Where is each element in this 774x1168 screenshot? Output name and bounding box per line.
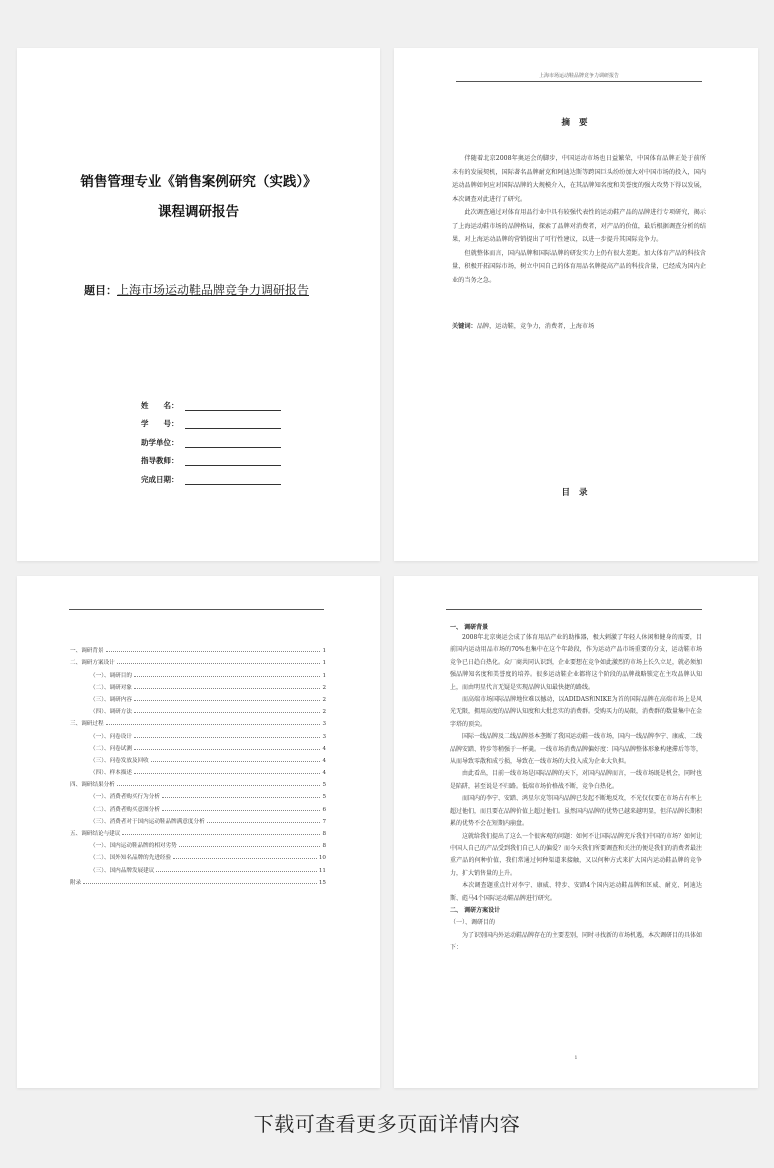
toc-leader-dots (134, 676, 320, 677)
toc-leader-dots (117, 663, 321, 664)
toc-entry (70, 800, 326, 812)
toc-leader-dots (162, 810, 321, 811)
toc-entry-label: 二、调研方案设计 (70, 660, 115, 667)
body-paragraph: 国际一线品牌及二线品牌基本垄断了我国运动鞋一线市场，国内一线品牌李宁、康威、二线品牌安踏、特步等稍强于一杯羹。一线市场消费品牌偏好度：国内品牌整体形象构建滞后等等，从而导致零散和成亏损，导致在一线市场的大投入成为企业大负担。 (450, 733, 703, 766)
toc-entry-label: （二）、调研对象 (90, 684, 132, 691)
toc-entry-label: （一）、问卷设计 (90, 733, 132, 740)
toc-entry (70, 825, 326, 837)
toc-entry-label: 五、调研结论与建议 (70, 831, 121, 837)
toc-entry (70, 874, 326, 886)
toc-entry-page: 4 (322, 770, 326, 777)
cover-field-student-id: 学 号： (141, 411, 281, 430)
toc-leader-dots (134, 749, 320, 750)
download-more-note: 下载可查看更多页面详情内容 (253, 1112, 521, 1136)
toc-entry-page: 2 (322, 696, 326, 703)
cover-title-line2: 课程调研报告 (158, 204, 239, 220)
toc-entry-label: （三）、问卷发放及回收 (90, 757, 149, 764)
toc-entry-label: （三）、国内品牌发展建议 (90, 867, 155, 874)
cover-title-line1: 销售管理专业《销售案例研究（实践）》 (80, 174, 317, 190)
toc-entry-label: 四、调研结果分析 (70, 782, 115, 789)
toc-leader-dots (151, 761, 321, 762)
abstract-title: 摘 要 (561, 118, 591, 128)
cover-field-institution: 助学单位： (141, 429, 281, 448)
toc-entry-page: 11 (318, 867, 326, 874)
abstract-paragraph: 此次调查通过对体育用品行业中具有较强代表性的运动鞋产品的品牌进行专项研究，揭示了上海运动鞋市场的品牌格局，探索了品牌对消费者，对产品的价值，最后根据调查分析的结果，对上海运动品牌的营销提出了可行性建议，以进一步提升其国际竞争力。 (452, 209, 706, 243)
toc-entry-page: 1 (322, 648, 326, 655)
toc-entry-page: 1 (322, 672, 326, 679)
toc-leader-dots (83, 883, 317, 884)
toc-leader-dots (134, 737, 320, 738)
toc-entry (70, 679, 326, 691)
toc-entry-page: 8 (322, 831, 326, 837)
toc-entry (70, 666, 326, 678)
toc-leader-dots (134, 688, 320, 689)
toc-entry (70, 752, 326, 764)
toc-entry-page: 1 (322, 660, 326, 667)
cover-field-date: 完成日期： (141, 466, 281, 485)
toc-leader-dots (162, 797, 321, 798)
section1-heading: 一、 调研背景 (450, 624, 489, 631)
toc-entry (70, 813, 326, 825)
topic-label: 题目： (84, 284, 117, 297)
toc-entry-label: （三）、调研内容 (90, 696, 132, 703)
toc-entry-page: 4 (322, 757, 326, 764)
header-rule (69, 609, 324, 610)
toc-leader-dots (117, 785, 321, 786)
toc-entry-page: 2 (322, 684, 326, 691)
toc-entry-page: 8 (322, 843, 326, 850)
toc-entry-page: 7 (322, 818, 326, 825)
toc-entry (70, 654, 326, 666)
cover-field-name: 姓 名： (141, 392, 281, 411)
header-rule (446, 609, 702, 610)
toc-entry (70, 715, 326, 727)
toc-leader-dots (122, 834, 320, 835)
toc-entry-page: 3 (322, 721, 326, 728)
toc-entry (70, 691, 326, 703)
body-paragraph: 这就给我们提出了这么一个很客观的问题：如何不让国际品牌充斥我们中国的市场？如何让中国人自己的产品受到我们自己人的偏爱？而今天我们所要调查和关注的便是我们的消费者最注重产品的何种价值，我们常通过何种渠道来接触，又以何种方式来扩大国内运动鞋品牌的竞争力，扩大销售量的上升。 (450, 832, 703, 877)
body-paragraph: 而国内的李宁、安踏、鸿星尔克等国内品牌已发起不断地反攻，不光仅仅要在市场占有率上超过他们，而且要在品牌价值上超过他们。虽然国内品牌的优势已越来越明显，但洋品牌长期积累的优势不会在短期内崩盘。 (450, 795, 703, 828)
abstract-paragraph: 伴随着北京2008年奥运会的脚步，中国运动市场也日益繁荣，中国体育品牌正处于前所未有的发展契机，国际著名品牌耐克和阿迪达斯等跨国巨头纷纷加大对中国市场的投入，国内运动品牌如何应对国际品牌的大规模介入，在其品牌知名度和美誉度的强大攻势下得以发展，本次调查对此进行了研究。 (452, 155, 706, 203)
abstract-paragraph: 但就整体而言，国内品牌和国际品牌的研发实力上仍有很大差距。加大体育产品的科技含量，积极开拓国际市场，树立中国自己的体育用品名牌提高产品的科技含量，已经成为国内企业的当务之急。 (452, 249, 706, 284)
body-paragraph: 而高端市场国际品牌地位难以撼动，以ADIDAS和NIKE为首的国际品牌在高端市场上是风光无限，拥用高度的品牌认知度和大批忠实的消费群。受购买力的局限，消费群的数量集中在金字塔的顶尖。 (450, 696, 703, 728)
toc-entry (70, 703, 326, 715)
keywords-value: 品牌，运动鞋，竞争力，消费者，上海市场 (476, 323, 595, 330)
body-paragraph: 本次调查题重点针对李宁、康威、特步、安踏4个国内运动鞋品牌和匡威、耐克、阿迪达斯、彪马4个国际运动鞋品牌进行研究。 (450, 882, 702, 902)
toc-entry-page: 2 (322, 709, 326, 716)
cover-field-advisor: 指导教师： (141, 448, 281, 467)
toc-entry (70, 727, 326, 739)
toc-leader-dots (179, 846, 321, 847)
toc-entry (70, 861, 326, 873)
toc-entry-label: （一）、调研目的 (90, 672, 132, 679)
toc-entry-label: （三）、消费者对于国内运动鞋品牌满意度分析 (90, 818, 205, 825)
toc-leader-dots (173, 858, 317, 859)
abstract-page (394, 48, 758, 561)
toc-leader-dots (134, 700, 320, 701)
toc-entry-page: 5 (322, 782, 326, 789)
toc-leader-dots (134, 712, 320, 713)
toc-entry-label: （二）、国外知名品牌的先进经验 (90, 855, 172, 862)
toc-entry (70, 740, 326, 752)
section2-heading: 二、 调研方案设计 (450, 906, 501, 914)
toc-entry-page: 5 (322, 794, 326, 801)
cover-info-fields (141, 392, 281, 485)
toc-entry-label: （二）、问卷试测 (90, 745, 132, 752)
body-page (394, 576, 758, 1088)
toc-list (70, 642, 326, 886)
toc-entry-page: 3 (322, 733, 326, 740)
keywords-line (452, 321, 706, 330)
body-paragraph: 2008年北京奥运会成了体育用品产业的助推器，极大刺激了年轻人休闲和健身的需要，目前国内运动用品市场的70%也集中在这个年龄段，作为运动产品市场重要的分支，运动鞋市场竞争已日趋白热化。众厂商共同认识到，企业要想在竞争如此激烈的市场上长久立足，就必须加强品牌知名度和美誉度的培养。很多运动鞋企业都将这个阶段的品牌战略锁定在主攻品牌认知上，而由明星代言无疑是实现品牌认知最快捷的路线。 (450, 634, 703, 691)
cover-topic (84, 281, 309, 298)
page-number: 1 (574, 1055, 578, 1061)
section1-body (450, 632, 702, 955)
toc-entry-label: （一）、国内运动鞋品牌的相对劣势 (90, 843, 177, 850)
toc-entry (70, 776, 326, 788)
toc-leader-dots (106, 651, 321, 652)
toc-entry-label: （二）、消费者购买意图分析 (90, 806, 160, 813)
toc-entry-page: 4 (322, 745, 326, 752)
toc-entry-label: （四）、样本描述 (90, 770, 132, 777)
toc-entry-label: （四）、调研方法 (90, 709, 132, 716)
toc-entry-page: 6 (322, 806, 326, 813)
toc-leader-dots (106, 724, 321, 725)
toc-entry-label: 附录 (70, 879, 82, 886)
cover-page (17, 48, 380, 561)
toc-page (17, 576, 380, 1088)
toc-entry (70, 849, 326, 861)
toc-title: 目 录 (561, 488, 591, 498)
body-paragraph: 为了识别国内外运动鞋品牌存在的主要差别，同时寻找新的市场机遇，本次调研目的具体如下： (450, 931, 703, 952)
subsection-heading: （一）、调研目的 (450, 919, 496, 927)
abstract-body (452, 152, 706, 287)
toc-entry (70, 764, 326, 776)
toc-entry (70, 788, 326, 800)
toc-entry-label: 一、调研背景 (70, 648, 104, 655)
toc-leader-dots (207, 822, 321, 823)
running-header: 上海市场运动鞋品牌竞争力调研报告 (456, 72, 702, 82)
toc-entry-label: 三、调研过程 (70, 721, 104, 728)
body-paragraph: 由此看出，目前一线市场是国际品牌的天下，对国内品牌而言，一线市场既是机会，同时也是陷阱，甚至说是不归路。低端市场价格战不断，竞争白热化。 (450, 770, 703, 790)
toc-entry (70, 642, 326, 654)
topic-value: 上海市场运动鞋品牌竞争力调研报告 (117, 283, 310, 297)
toc-entry-page: 10 (318, 855, 326, 862)
toc-leader-dots (134, 773, 320, 774)
keywords-label: 关键词： (452, 323, 477, 330)
toc-leader-dots (156, 871, 317, 872)
toc-entry (70, 837, 326, 849)
toc-entry-label: （一）、消费者购买行为分析 (90, 794, 160, 801)
toc-entry-page: 15 (318, 879, 326, 886)
